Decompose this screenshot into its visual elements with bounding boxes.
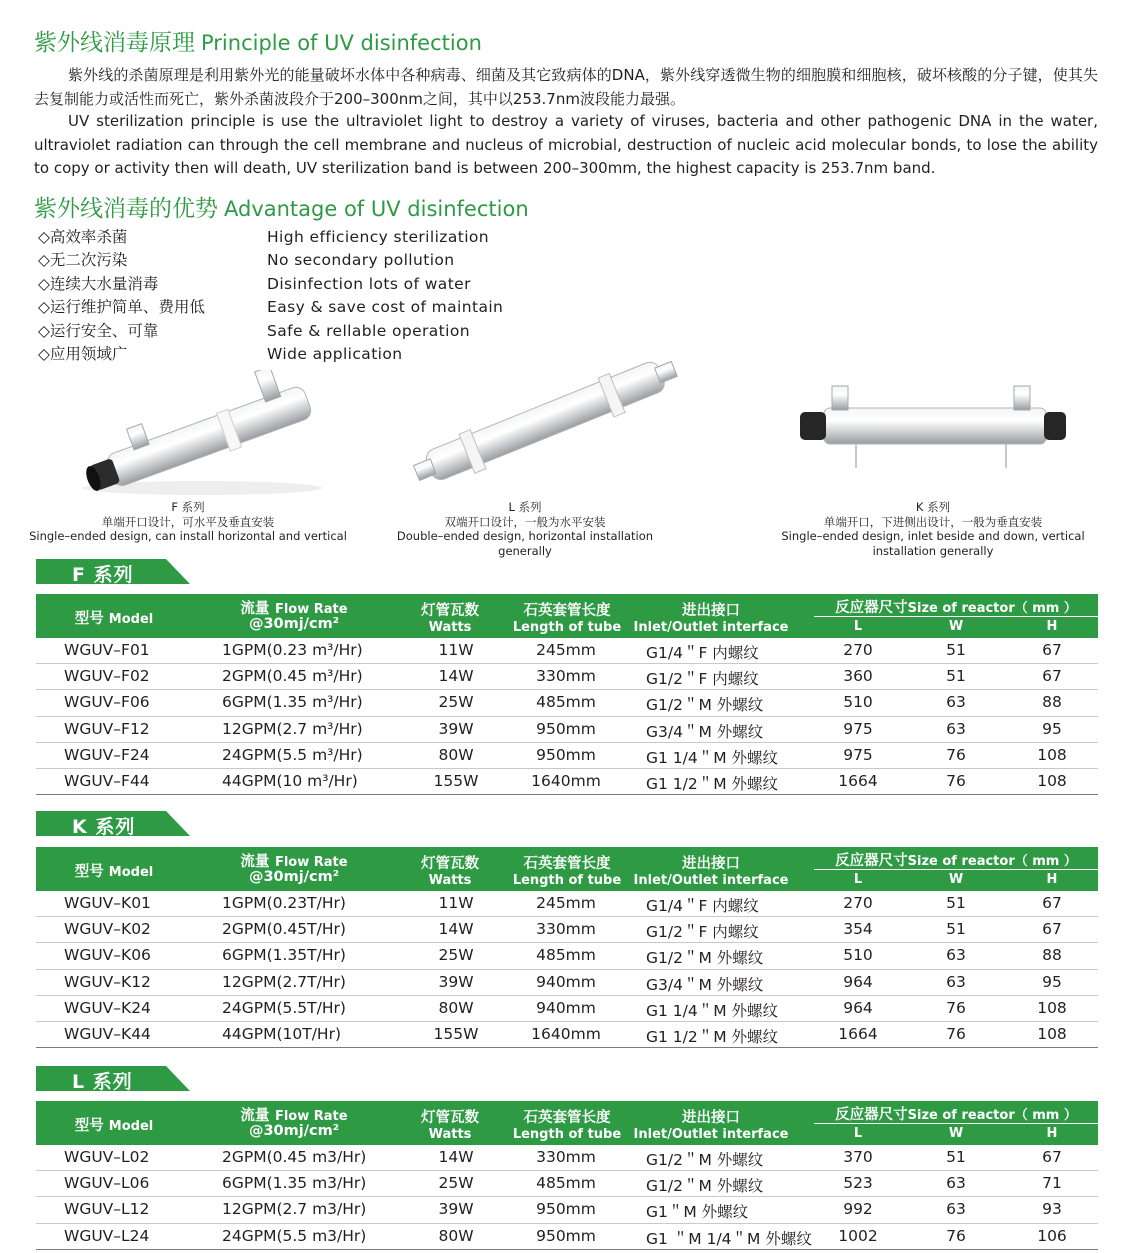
advantage-item-en: High efficiency sterilization [267,228,490,246]
advantage-item-en: Easy & save cost of maintain [267,298,504,317]
cell-width: 76 [946,771,966,790]
cell-height: 108 [1037,1024,1067,1043]
header-inlet-cn: 进出接口 [682,603,740,619]
header-tube-en: Length of tube [512,620,622,635]
cell-height: 108 [1037,998,1067,1017]
cell-height: 71 [1042,1174,1062,1193]
cell-flow-rate: 2GPM(0.45T/Hr) [222,920,346,939]
advantage-item-cn: ◇高效率杀菌 [38,228,128,246]
table-row [36,891,1098,917]
f-series-reactor-image [62,370,332,500]
cell-length: 510 [843,946,873,965]
cell-watts: 25W [438,693,474,712]
advantage-item-en: No secondary pollution [267,251,455,270]
cell-model: WGUV–F01 [64,641,150,659]
header-watts-en: Watts [428,1127,472,1142]
cell-height: 88 [1042,693,1062,712]
l-series-reactor-image [400,355,690,485]
cell-length: 510 [843,693,873,712]
cell-tube-length: 940mm [536,972,596,991]
advantage-item-cn: ◇连续大水量消毒 [38,274,159,293]
table-row [36,970,1098,996]
cell-watts: 39W [438,972,474,991]
advantage-item-cn: ◇运行安全、可靠 [38,321,159,340]
advantage-title-cn: 紫外线消毒的优势 [34,196,218,222]
cell-height: 67 [1042,894,1062,912]
cell-tube-length: 1640mm [531,771,601,790]
cell-flow-rate: 12GPM(2.7 m3/Hr) [222,1200,367,1219]
cell-height: 93 [1042,1200,1062,1219]
cell-flow-rate: 24GPM(5.5T/Hr) [222,998,346,1017]
cell-flow-rate: 12GPM(2.7T/Hr) [222,972,346,991]
advantage-title-en: Advantage of UV disinfection [224,197,529,221]
advantage-item-en: Disinfection lots of water [267,274,471,293]
header-inlet-en: Inlet/Outlet interface [633,1127,789,1142]
cell-watts: 25W [438,1174,474,1193]
cell-width: 63 [946,946,966,965]
table-row [36,664,1098,690]
header-size: 反应器尺寸Size of reactor（ mm ） [835,600,1077,616]
cell-height: 106 [1037,1226,1067,1245]
cell-tube-length: 330mm [536,667,596,686]
k-series-desc-en: Single–ended design, inlet beside and down, vertical installation generally [781,529,1085,558]
header-flow: 流量 Flow Rate [240,1108,348,1124]
cell-watts: 11W [438,641,474,659]
cell-model: WGUV–K44 [64,1024,151,1043]
cell-tube-length: 950mm [536,1200,596,1219]
cell-model: WGUV–L06 [64,1174,150,1193]
cell-width: 76 [946,1226,966,1245]
cell-watts: 14W [438,1148,474,1166]
table-header [36,594,1098,638]
header-h: H [1046,619,1058,634]
cell-width: 51 [946,1148,966,1166]
cell-flow-rate: 44GPM(10T/Hr) [222,1024,341,1043]
cell-interface: G1/2＂M 外螺纹 [646,696,764,715]
header-flow: 流量 Flow Rate [240,601,348,617]
cell-height: 67 [1042,1148,1062,1166]
header-inlet-en: Inlet/Outlet interface [633,620,789,635]
cell-interface: G3/4＂M 外螺纹 [646,975,764,994]
table-row [36,690,1098,716]
f-series-caption [20,500,356,544]
principle-title-en: Principle of UV disinfection [201,31,482,55]
header-flow-unit: @30mj/cm² [248,869,340,885]
k-series-desc-cn: 单端开口，下进侧出设计，一般为垂直安装 [823,514,1043,529]
cell-flow-rate: 1GPM(0.23T/Hr) [222,894,346,912]
cell-model: WGUV–F24 [64,745,150,764]
cell-flow-rate: 2GPM(0.45 m3/Hr) [222,1148,367,1166]
f-series-table [36,594,1098,795]
cell-height: 108 [1037,745,1067,764]
cell-height: 67 [1042,920,1062,939]
cell-width: 51 [946,641,966,659]
header-h: H [1046,1126,1058,1141]
table-header [36,1101,1098,1145]
cell-width: 76 [946,745,966,764]
cell-tube-length: 1640mm [531,1024,601,1043]
cell-watts: 39W [438,719,474,738]
table-row [36,943,1098,969]
header-tube-en: Length of tube [512,1127,622,1142]
k-series-name: K 系列 [915,500,951,514]
f-series-tag [36,559,190,584]
header-l: L [853,1126,863,1141]
header-model: 型号 Model [74,864,154,880]
table-header [36,847,1098,891]
k-series-reactor-image [798,382,1066,472]
table-row [36,1197,1098,1223]
cell-tube-length: 485mm [536,946,596,965]
cell-model: WGUV–K24 [64,998,151,1017]
cell-tube-length: 330mm [536,1148,596,1166]
cell-model: WGUV–K06 [64,946,151,965]
cell-length: 270 [843,641,873,659]
table-row [36,1145,1098,1171]
advantage-item-cn: ◇运行维护简单、费用低 [38,298,205,317]
header-watts-cn: 灯管瓦数 [421,856,479,872]
cell-watts: 14W [438,667,474,686]
l-series-caption [370,500,680,558]
cell-length: 975 [843,745,873,764]
cell-height: 88 [1042,946,1062,965]
cell-watts: 25W [438,946,474,965]
f-series-tag-label: F 系列 [72,564,134,586]
cell-interface: G1/2＂M 外螺纹 [646,1177,764,1196]
cell-interface: G1 ＂M 1/4＂M 外螺纹 [646,1229,812,1248]
header-model: 型号 Model [74,611,154,627]
cell-length: 370 [843,1148,873,1166]
table-row [36,917,1098,943]
advantage-item-cn: ◇应用领域广 [38,345,128,364]
table-row [36,1224,1098,1250]
l-series-tag-label: L 系列 [72,1071,133,1093]
cell-interface: G1/4＂F 内螺纹 [646,644,759,662]
cell-width: 76 [946,998,966,1017]
l-series-table [36,1101,1098,1250]
principle-title [34,24,482,57]
f-series-desc-en: Single–ended design, can install horizontal and vertical [29,529,347,543]
cell-model: WGUV–L24 [64,1226,150,1245]
cell-model: WGUV–K02 [64,920,151,939]
cell-interface: G1 1/4＂M 外螺纹 [646,1001,779,1020]
header-l: L [853,872,863,887]
cell-width: 51 [946,894,966,912]
cell-length: 992 [843,1200,873,1219]
cell-watts: 80W [438,1226,474,1245]
cell-tube-length: 950mm [536,719,596,738]
cell-interface: G1/2＂M 外螺纹 [646,949,764,968]
cell-interface: G1/4＂F 内螺纹 [646,897,759,915]
advantage-list-cn [38,226,205,366]
cell-height: 108 [1037,771,1067,790]
cell-width: 63 [946,693,966,712]
k-series-tag-label: K 系列 [72,816,136,838]
cell-height: 95 [1042,719,1062,738]
advantage-title [34,190,529,223]
cell-width: 63 [946,1174,966,1193]
header-inlet-cn: 进出接口 [682,1110,740,1126]
cell-flow-rate: 1GPM(0.23 m³/Hr) [222,641,363,659]
header-size: 反应器尺寸Size of reactor（ mm ） [835,853,1077,869]
cell-tube-length: 940mm [536,998,596,1017]
f-series-desc-cn: 单端开口设计，可水平及垂直安装 [101,514,275,529]
l-series-name: L 系列 [508,500,542,514]
table-row [36,1022,1098,1048]
cell-tube-length: 485mm [536,693,596,712]
cell-flow-rate: 44GPM(10 m³/Hr) [222,771,358,790]
header-watts-en: Watts [428,620,472,635]
header-tube-cn: 石英套管长度 [523,603,611,619]
cell-interface: G1 1/2＂M 外螺纹 [646,1027,779,1046]
cell-watts: 14W [438,920,474,939]
cell-flow-rate: 2GPM(0.45 m³/Hr) [222,667,363,686]
cell-height: 67 [1042,641,1062,659]
header-w: W [948,1126,964,1141]
k-series-table [36,847,1098,1048]
cell-width: 63 [946,719,966,738]
principle-paragraph-cn: 紫外线的杀菌原理是利用紫外光的能量破坏水体中各种病毒、细菌及其它致病体的DNA，紫外线穿透微生物的细胞膜和细胞核，破坏核酸的分子键，使其失去复制能力或活性而死亡，紫外杀菌波段介于200–300nm之间，其中以253.7nm波段能力最强。 [34,66,1098,108]
cell-length: 1002 [838,1226,878,1245]
cell-interface: G3/4＂M 外螺纹 [646,722,764,741]
advantage-item-en: Safe & rellable operation [267,321,470,340]
cell-watts: 80W [438,745,474,764]
cell-tube-length: 245mm [536,894,596,912]
principle-title-cn: 紫外线消毒原理 [34,30,195,56]
principle-paragraph-en: UV sterilization principle is use the ultraviolet light to destroy a variety of viruses, bacteria and other pathogenic DNA in the water, ultraviolet radiation can through the cell membrane and nucleus of microbial, destruction of nucleic acid molecular bonds, to lose the ability to copy or activity then will death, UV sterilization band is between 200–300mm, the highest capacity is 253.7nm band. [34,112,1098,177]
cell-height: 95 [1042,972,1062,991]
cell-model: WGUV–F02 [64,667,150,686]
cell-interface: G1 1/2＂M 外螺纹 [646,774,779,793]
header-watts-cn: 灯管瓦数 [421,603,479,619]
cell-interface: G1/2＂F 内螺纹 [646,670,759,689]
cell-tube-length: 245mm [536,641,596,659]
cell-tube-length: 950mm [536,1226,596,1245]
cell-interface: G1＂M 外螺纹 [646,1203,749,1222]
header-tube-en: Length of tube [512,873,622,888]
cell-flow-rate: 12GPM(2.7 m³/Hr) [222,719,363,738]
cell-model: WGUV–L12 [64,1200,150,1219]
cell-watts: 11W [438,894,474,912]
k-series-caption [770,500,1096,558]
cell-interface: G1 1/4＂M 外螺纹 [646,748,779,767]
cell-tube-length: 485mm [536,1174,596,1193]
advantage-list-en [267,226,503,366]
header-inlet-cn: 进出接口 [682,856,740,872]
cell-width: 63 [946,972,966,991]
cell-flow-rate: 24GPM(5.5 m3/Hr) [222,1226,367,1245]
cell-width: 63 [946,1200,966,1219]
cell-length: 270 [843,894,873,912]
cell-length: 354 [843,920,873,939]
header-tube-cn: 石英套管长度 [523,856,611,872]
cell-width: 51 [946,667,966,686]
cell-length: 975 [843,719,873,738]
table-row [36,1171,1098,1197]
cell-model: WGUV–F44 [64,771,150,790]
l-series-tag [36,1066,190,1091]
cell-model: WGUV–K12 [64,972,151,991]
cell-model: WGUV–K01 [64,894,151,912]
cell-height: 67 [1042,667,1062,686]
header-watts-cn: 灯管瓦数 [421,1110,479,1126]
header-inlet-en: Inlet/Outlet interface [633,873,789,888]
cell-length: 1664 [838,1024,878,1043]
table-row [36,638,1098,664]
advantage-item-en: Wide application [267,345,403,364]
table-row [36,769,1098,795]
header-watts-en: Watts [428,873,472,888]
cell-flow-rate: 6GPM(1.35 m³/Hr) [222,693,363,712]
cell-length: 964 [843,972,873,991]
header-tube-cn: 石英套管长度 [523,1110,611,1126]
header-h: H [1046,872,1058,887]
cell-interface: G1/2＂F 内螺纹 [646,923,759,942]
header-flow-unit: @30mj/cm² [248,1123,340,1139]
l-series-desc-en: Double–ended design, horizontal installation generally [396,529,654,558]
cell-watts: 80W [438,998,474,1017]
cell-length: 360 [843,667,873,686]
cell-model: WGUV–F06 [64,693,150,712]
cell-width: 51 [946,920,966,939]
cell-model: WGUV–L02 [64,1148,150,1166]
k-series-tag [36,811,190,836]
cell-length: 523 [843,1174,873,1193]
cell-flow-rate: 6GPM(1.35 m3/Hr) [222,1174,367,1193]
advantage-item-cn: ◇无二次污染 [38,251,128,270]
cell-watts: 155W [433,1024,479,1043]
f-series-name: F 系列 [171,500,205,514]
cell-tube-length: 330mm [536,920,596,939]
header-model: 型号 Model [74,1118,154,1134]
l-series-desc-cn: 双端开口设计，一般为水平安装 [444,514,606,529]
cell-flow-rate: 6GPM(1.35T/Hr) [222,946,346,965]
header-w: W [948,872,964,887]
cell-length: 1664 [838,771,878,790]
cell-model: WGUV–F12 [64,719,150,738]
header-w: W [948,619,964,634]
header-flow: 流量 Flow Rate [240,854,348,870]
cell-width: 76 [946,1024,966,1043]
header-flow-unit: @30mj/cm² [248,616,340,632]
table-row [36,717,1098,743]
cell-length: 964 [843,998,873,1017]
header-size: 反应器尺寸Size of reactor（ mm ） [835,1107,1077,1123]
cell-interface: G1/2＂M 外螺纹 [646,1151,764,1169]
table-row [36,743,1098,769]
cell-watts: 39W [438,1200,474,1219]
cell-tube-length: 950mm [536,745,596,764]
cell-flow-rate: 24GPM(5.5 m³/Hr) [222,745,363,764]
table-row [36,996,1098,1022]
header-l: L [853,619,863,634]
cell-watts: 155W [433,771,479,790]
